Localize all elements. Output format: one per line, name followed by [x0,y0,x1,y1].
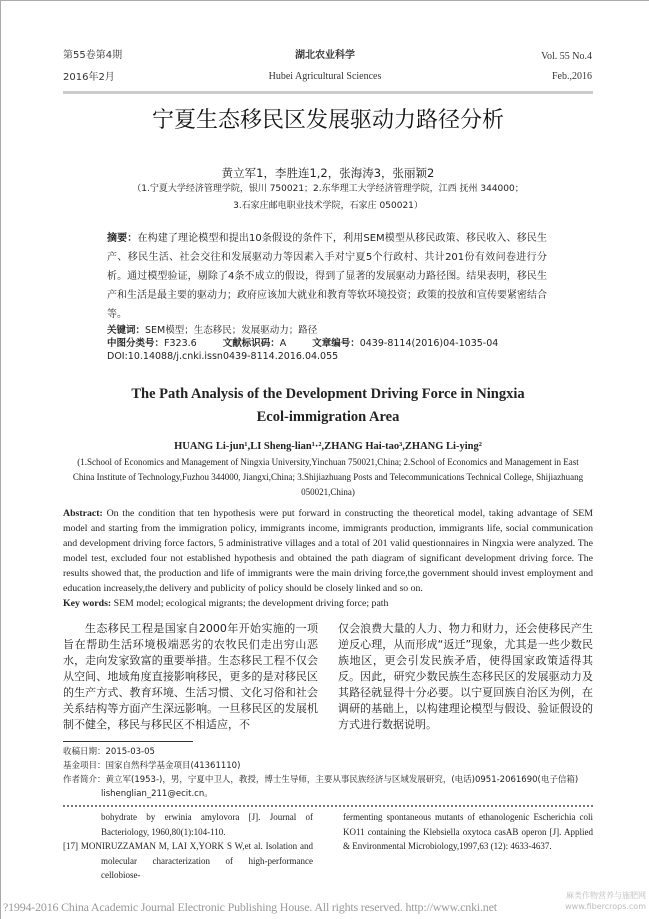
reference-17: [17] MONIRUZZAMAN M, LAI X,YORK S W,et al. Isolation and molecular characterization of high-performance cellobiose- [63,841,313,880]
references-left [63,810,313,883]
watermark-logo [565,890,646,912]
title-en [63,383,593,429]
abstract-cn [107,229,547,324]
keywords-cn-text: SEM模型；生态移民；发展驱动力；路径 [145,325,318,336]
abstract-en-text: On the condition that ten hypothesis were put forward in constructing the theoretical model, taking advantage of SEM model and starting from the immigration policy, immigrants income, immigrants production, immigrants life, social communication and development driving force factors, 5 administrative villages and a total of 201 valid questionnaires in Ningxia were analyzed. The model test, excluded four not established hypothesis and obtained the path diagram of significant development driving force. The results showed that, the production and life of immigrants were the main driving force,the government should invest employment and education increasely,the delivery and publicity of policy should be closely linked and so on. [63,508,593,594]
abstract-en-label: Abstract: [63,508,103,519]
clc-value: F323.6 [164,338,197,349]
footnote-author-bio: 作者简介：黄立军(1953-)，男，宁夏中卫人，教授，博士生导师，主要从事民族经济与区域发展研究，(电话)0951-2061690(电子信箱) [63,775,579,785]
keywords-en-text: SEM model; ecological migrants; the development driving force; path [113,598,389,609]
title-cn: 宁夏生态移民区发展驱动力路径分析 [151,108,504,133]
title-en-line-1: The Path Analysis of the Development Driving Force in Ningxia [131,386,525,402]
date-cn: 2016年2月 [63,72,115,83]
affiliation-cn-1: （1.宁夏大学经济管理学院，银川 750021；2.东华理工大学经济管理学院，江西 抚州 344000； [132,184,524,194]
keywords-cn-label: 关键词： [107,325,146,336]
references-right: fermenting spontaneous mutants of ethanologenic Escherichia coli KO11 containing the Klebsiella oxytoca casAB operon [J]. Applied & Environmental Microbiology,1997,63 (12): 4633-4637. [343,812,593,851]
journal-name-en: Hubei Agricultural Sciences [268,71,382,82]
article-number-label: 文章编号： [312,338,360,349]
body-column-right: 仅会浪费大量的人力、物力和财力，还会使移民产生逆反心理，从而形成“返迁”现象，尤其是一些少数民族地区，更会引发民族矛盾，使得国家政策适得其反。因此，研究少数民族生态移民区的发展驱动力及其路径就显得十分必要。以宁夏回族自治区为例，在调研的基础上，以构建理论模型与假设、验证假设的方式进行数据说明。 [338,622,593,731]
watermark-line-1: 麻类作物营养与施肥网 [566,891,646,900]
clc-label: 中图分类号： [107,338,165,349]
dotted-separator [63,805,593,807]
article-content [63,107,593,883]
body-column-left: 生态移民工程是国家自2000年开始实施的一项旨在帮助生活环境极端恶劣的农牧民们走出穷山恶水，走向发家致富的重要举措。生态移民工程不仅会从空间、地域角度直接影响移民，更多的是对移民区的生产方式、教育环境、生活习惯、文化习俗和社会关系结构等方面产生深远影响。一旦移民区的发展机制不健全，移民与移民区不相适应，不 [63,622,318,731]
body-columns [63,621,593,733]
document-code-value: A [279,338,287,349]
abstract-cn-label: 摘要： [107,233,138,244]
clc-number [107,337,197,350]
copyright-footer: ?1994-2016 China Academic Journal Electronic Publishing House. All rights reserved. http://www.cnki.net [3,900,497,914]
document-code [223,337,287,350]
affiliation-en: (1.School of Economics and Management of Ningxia University,Yinchuan 750021,China; 2.School of Economics and Management in East China Institute of Technology,Fuzhou 344000, Jiangxi,China; 3.Shijiazhuang Posts and Telecommunications Technical College, Shijiazhuang 050021,China) [72,457,584,497]
doi: DOI:10.14088/j.cnki.issn0439-8114.2016.04.055 [107,351,339,362]
article-number-value: 0439-8114(2016)04-1035-04 [359,338,499,349]
document-code-label: 文献标识码： [222,338,280,349]
journal-name-cn: 湖北农业科学 [295,50,355,61]
footnote-rule [63,741,193,742]
classification-row [107,337,593,350]
keywords-en-label: Key words: [63,598,112,609]
affiliation-cn-2: 3.石家庄邮电职业技术学院，石家庄 050021） [233,201,423,211]
authors-en: HUANG Li-jun¹,LI Sheng-lian¹·²,ZHANG Hai-tao³,ZHANG Li-ying² [174,441,482,452]
references [63,810,593,883]
keywords-cn [107,324,593,337]
article-number [312,337,498,350]
footnote-received-date: 收稿日期：2015-03-05 [63,747,155,757]
footnotes [63,745,593,801]
volume-issue-en: Vol. 55 No.4 [541,51,592,62]
watermark-line-2: www.fibercrops.com [565,902,646,911]
footnote-fund: 基金项目：国家自然科学基金项目(41361110) [63,761,241,771]
authors-cn: 黄立军1，李胜连1,2，张海涛3，张丽颖2 [221,166,435,180]
title-en-line-2: Ecol-immigration Area [256,409,400,425]
footnote-email: lishenglian_211@ecit.cn。 [101,789,213,799]
header-rule [63,91,593,94]
reference-16-cont: bohydrate by erwinia amylovora [J]. Journal of Bacteriology, 1960,80(1):104-110. [101,812,313,837]
volume-issue-cn: 第55卷第4期 [63,50,123,61]
abstract-cn-text: 在构建了理论模型和提出10条假设的条件下，利用SEM模型从移民政策、移民收入、移民生产、移民生活、社会交往和发展驱动力等因素入手对宁夏5个行政村、共计201份有效问卷进行分析。通过模型验证，剔除了4条不成立的假设，得到了显著的发展驱动力路径图。结果表明，移民生产和生活是最主要的驱动力；政府应该加大就业和教育等软环境投资；政策的投放和宣传要紧密结合等。 [107,233,547,320]
abstract-en [63,506,593,611]
date-en: Feb.,2016 [552,71,592,82]
